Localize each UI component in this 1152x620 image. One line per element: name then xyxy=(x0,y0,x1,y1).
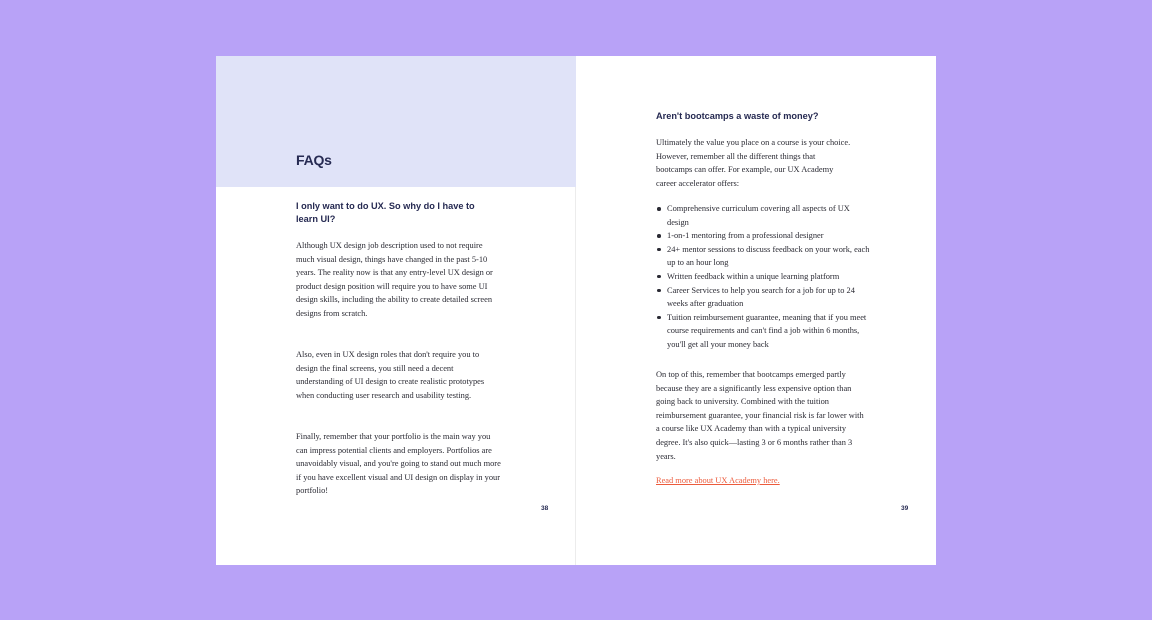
right-page xyxy=(576,56,936,565)
faq-question: I only want to do UX. So why do I have to learn UI? xyxy=(296,201,475,224)
answer-closing: On top of this, remember that bootcamps emerged partly because they are a significantly less expensive option than going back to university. Combined with the tuition reimbursement guarantee, your financial risk is far lower with a course like UX Academy than with a typical university degree. It's also quick—lasting 3 or 6 months rather than 3 years. xyxy=(656,370,864,461)
answer-paragraph: Also, even in UX design roles that don't require you to design the final screens, you still need a decent understanding of UI design to create realistic prototypes when conducting user research and usability testing. xyxy=(296,350,485,400)
faq-question: Aren't bootcamps a waste of money? xyxy=(656,111,819,121)
answer-intro: Ultimately the value you place on a course is your choice. However, remember all the different things that bootcamps can offer. For example, our UX Academy career accelerator offers: xyxy=(656,138,851,188)
list-item: 1-on-1 mentoring from a professional designer xyxy=(656,229,871,243)
answer-paragraph: Although UX design job description used to not require much visual design, things have changed in the past 5-10 years. The reality now is that any entry-level UX design or product design position will require you to have some UI design skills, including the ability to create detailed screen designs from scratch. xyxy=(296,241,493,318)
list-item: 24+ mentor sessions to discuss feedback on your work, each up to an hour long xyxy=(656,243,871,270)
page-number: 39 xyxy=(901,505,909,512)
book-spread xyxy=(216,56,936,565)
read-more-link[interactable]: Read more about UX Academy here. xyxy=(656,476,780,485)
list-item: Written feedback within a unique learning platform xyxy=(656,270,871,284)
page-number: 38 xyxy=(541,505,549,512)
list-item: Comprehensive curriculum covering all aspects of UX design xyxy=(656,202,871,229)
list-item: Tuition reimbursement guarantee, meaning that if you meet course requirements and can't find a job within 6 months, you'll get all your money back xyxy=(656,311,871,352)
header-band xyxy=(216,56,576,187)
left-page xyxy=(216,56,576,565)
section-title: FAQs xyxy=(296,152,332,168)
benefits-list xyxy=(656,202,871,352)
answer-paragraph: Finally, remember that your portfolio is the main way you can impress potential clients and employers. Portfolios are unavoidably visual, and you're going to stand out much more if you have excellent visual and UI design on display in your portfolio! xyxy=(296,432,501,496)
list-item: Career Services to help you search for a job for up to 24 weeks after graduation xyxy=(656,284,871,311)
